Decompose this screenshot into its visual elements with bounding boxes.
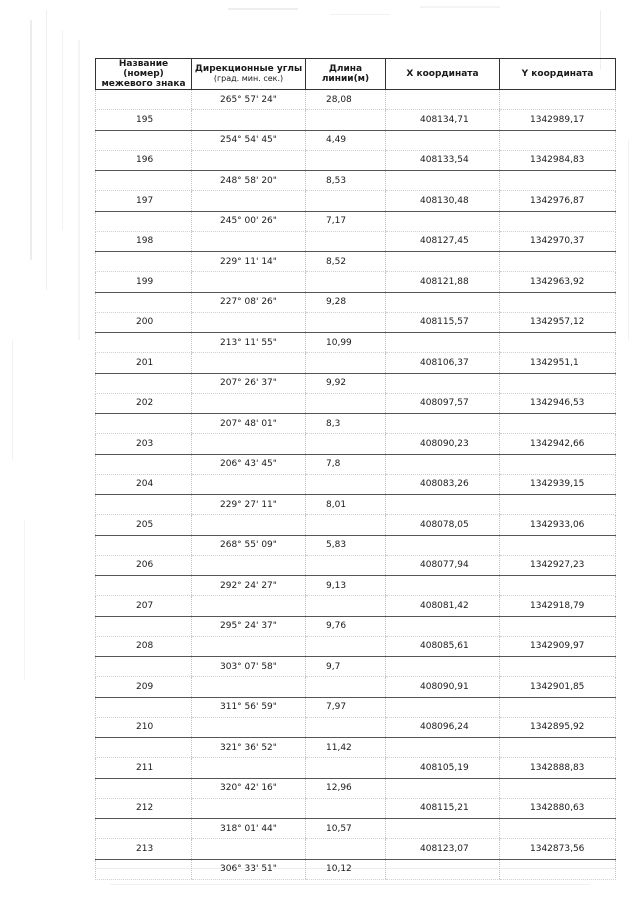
cell-directional-angle: 295° 24' 37" (192, 616, 306, 636)
cell-y-coordinate: 1342909,97 (500, 636, 616, 656)
table-row-point (96, 393, 616, 413)
cell-y-coordinate: 1342970,37 (500, 231, 616, 251)
cell-x-coordinate (386, 373, 500, 393)
cell-directional-angle: 268° 55' 09" (192, 535, 306, 555)
cell-y-coordinate: 1342984,83 (500, 150, 616, 170)
cell-y-coordinate: 1342895,92 (500, 717, 616, 737)
cell-directional-angle (192, 353, 306, 373)
cell-line-length (306, 636, 386, 656)
cell-mark-name: 196 (96, 150, 192, 170)
cell-x-coordinate: 408121,88 (386, 272, 500, 292)
cell-line-length: 11,42 (306, 738, 386, 758)
cell-x-coordinate (386, 657, 500, 677)
table-row-segment (96, 738, 616, 758)
cell-directional-angle: 306° 33' 51" (192, 859, 306, 879)
cell-y-coordinate: 1342963,92 (500, 272, 616, 292)
cell-directional-angle: 248° 58' 20" (192, 171, 306, 191)
cell-x-coordinate: 408127,45 (386, 231, 500, 251)
cell-line-length (306, 717, 386, 737)
table-row-point (96, 110, 616, 130)
cell-directional-angle: 245° 00' 26" (192, 211, 306, 231)
table-row-point (96, 636, 616, 656)
cell-line-length: 10,99 (306, 333, 386, 353)
cell-line-length: 8,53 (306, 171, 386, 191)
cell-mark-name (96, 130, 192, 150)
header-directional-angle (192, 59, 306, 90)
cell-x-coordinate: 408133,54 (386, 150, 500, 170)
cell-y-coordinate (500, 292, 616, 312)
cell-y-coordinate (500, 454, 616, 474)
table-row-segment (96, 171, 616, 191)
table-row-point (96, 231, 616, 251)
header-angle-title: Дирекционные углы (194, 64, 303, 74)
cell-y-coordinate: 1342946,53 (500, 393, 616, 413)
table-row-segment (96, 616, 616, 636)
header-x-coordinate: X координата (386, 59, 500, 90)
cell-y-coordinate (500, 859, 616, 879)
cell-y-coordinate (500, 495, 616, 515)
cell-directional-angle: 311° 56' 59" (192, 697, 306, 717)
cell-directional-angle: 265° 57' 24" (192, 90, 306, 110)
cell-y-coordinate (500, 697, 616, 717)
cell-mark-name: 195 (96, 110, 192, 130)
cell-x-coordinate (386, 576, 500, 596)
cell-mark-name: 207 (96, 596, 192, 616)
cell-line-length: 8,01 (306, 495, 386, 515)
cell-line-length: 28,08 (306, 90, 386, 110)
table-row-segment (96, 90, 616, 110)
cell-y-coordinate (500, 373, 616, 393)
table-row-point (96, 798, 616, 818)
table-row-point (96, 434, 616, 454)
table-row-point (96, 677, 616, 697)
cell-y-coordinate (500, 252, 616, 272)
cell-x-coordinate (386, 90, 500, 110)
cell-y-coordinate: 1342939,15 (500, 474, 616, 494)
cell-directional-angle: 229° 27' 11" (192, 495, 306, 515)
cell-y-coordinate (500, 819, 616, 839)
table-row-point (96, 272, 616, 292)
cell-y-coordinate: 1342901,85 (500, 677, 616, 697)
cell-y-coordinate (500, 333, 616, 353)
cell-directional-angle (192, 798, 306, 818)
cell-x-coordinate: 408090,23 (386, 434, 500, 454)
cell-directional-angle (192, 272, 306, 292)
cell-x-coordinate: 408083,26 (386, 474, 500, 494)
cell-directional-angle (192, 150, 306, 170)
cell-x-coordinate (386, 778, 500, 798)
header-mark-name: Название (номер) межевого знака (96, 59, 192, 90)
cell-mark-name: 206 (96, 555, 192, 575)
cell-y-coordinate (500, 171, 616, 191)
cell-directional-angle: 227° 08' 26" (192, 292, 306, 312)
cell-x-coordinate (386, 819, 500, 839)
cell-y-coordinate: 1342888,83 (500, 758, 616, 778)
cell-line-length (306, 393, 386, 413)
cell-line-length: 9,13 (306, 576, 386, 596)
cell-line-length: 8,3 (306, 414, 386, 434)
table-row-segment (96, 495, 616, 515)
cell-mark-name: 213 (96, 839, 192, 859)
cell-x-coordinate (386, 171, 500, 191)
cell-mark-name (96, 211, 192, 231)
table-row-segment (96, 576, 616, 596)
table-header-row (96, 59, 616, 90)
cell-line-length (306, 434, 386, 454)
cell-x-coordinate: 408123,07 (386, 839, 500, 859)
table-row-point (96, 717, 616, 737)
cell-x-coordinate: 408134,71 (386, 110, 500, 130)
cell-directional-angle: 320° 42' 16" (192, 778, 306, 798)
cell-directional-angle (192, 596, 306, 616)
cell-y-coordinate (500, 211, 616, 231)
cell-line-length: 5,83 (306, 535, 386, 555)
cell-x-coordinate: 408115,21 (386, 798, 500, 818)
cell-x-coordinate (386, 130, 500, 150)
cell-x-coordinate (386, 211, 500, 231)
cell-directional-angle (192, 515, 306, 535)
table-body (96, 90, 616, 880)
cell-x-coordinate (386, 859, 500, 879)
cell-line-length (306, 515, 386, 535)
header-angle-units: (град. мин. сек.) (213, 74, 284, 83)
cell-mark-name: 210 (96, 717, 192, 737)
cell-x-coordinate (386, 414, 500, 434)
cell-x-coordinate (386, 616, 500, 636)
table-row-point (96, 312, 616, 332)
cell-x-coordinate: 408105,19 (386, 758, 500, 778)
cell-directional-angle (192, 717, 306, 737)
cell-mark-name: 208 (96, 636, 192, 656)
cell-directional-angle (192, 839, 306, 859)
cell-line-length: 8,52 (306, 252, 386, 272)
cell-line-length: 4,49 (306, 130, 386, 150)
cell-x-coordinate (386, 697, 500, 717)
table-row-point (96, 839, 616, 859)
cell-directional-angle: 318° 01' 44" (192, 819, 306, 839)
cell-directional-angle (192, 434, 306, 454)
cell-directional-angle (192, 393, 306, 413)
cell-y-coordinate (500, 576, 616, 596)
cell-directional-angle (192, 312, 306, 332)
cell-directional-angle: 303° 07' 58" (192, 657, 306, 677)
cell-x-coordinate (386, 738, 500, 758)
cell-y-coordinate (500, 738, 616, 758)
cell-x-coordinate: 408106,37 (386, 353, 500, 373)
cell-y-coordinate: 1342951,1 (500, 353, 616, 373)
cell-y-coordinate: 1342942,66 (500, 434, 616, 454)
cell-y-coordinate: 1342976,87 (500, 191, 616, 211)
cell-x-coordinate: 408085,61 (386, 636, 500, 656)
cell-mark-name: 197 (96, 191, 192, 211)
cell-line-length: 7,17 (306, 211, 386, 231)
cell-mark-name (96, 819, 192, 839)
cell-y-coordinate (500, 90, 616, 110)
cell-mark-name (96, 697, 192, 717)
cell-mark-name (96, 292, 192, 312)
cell-x-coordinate: 408078,05 (386, 515, 500, 535)
cell-mark-name (96, 373, 192, 393)
cell-line-length: 7,97 (306, 697, 386, 717)
cell-mark-name: 200 (96, 312, 192, 332)
table-row-point (96, 353, 616, 373)
table-row-segment (96, 130, 616, 150)
cell-mark-name (96, 616, 192, 636)
boundary-coordinates-table (95, 58, 616, 880)
cell-y-coordinate (500, 778, 616, 798)
cell-mark-name: 202 (96, 393, 192, 413)
cell-mark-name: 205 (96, 515, 192, 535)
cell-x-coordinate (386, 454, 500, 474)
table-row-point (96, 758, 616, 778)
table-row-point (96, 150, 616, 170)
cell-mark-name (96, 576, 192, 596)
cell-mark-name (96, 414, 192, 434)
cell-y-coordinate: 1342927,23 (500, 555, 616, 575)
cell-line-length (306, 596, 386, 616)
table-row-segment (96, 292, 616, 312)
table-row-point (96, 555, 616, 575)
cell-mark-name (96, 171, 192, 191)
cell-line-length: 7,8 (306, 454, 386, 474)
cell-x-coordinate (386, 535, 500, 555)
table-row-segment (96, 211, 616, 231)
header-y-coordinate: Y координата (500, 59, 616, 90)
table-row-segment (96, 859, 616, 879)
table-row-point (96, 474, 616, 494)
table-row-point (96, 515, 616, 535)
cell-x-coordinate: 408130,48 (386, 191, 500, 211)
cell-mark-name: 199 (96, 272, 192, 292)
cell-line-length: 9,7 (306, 657, 386, 677)
table-row-segment (96, 697, 616, 717)
cell-directional-angle: 207° 48' 01" (192, 414, 306, 434)
cell-directional-angle (192, 677, 306, 697)
cell-directional-angle: 292° 24' 27" (192, 576, 306, 596)
cell-mark-name (96, 454, 192, 474)
cell-directional-angle (192, 636, 306, 656)
table-row-segment (96, 819, 616, 839)
cell-line-length (306, 798, 386, 818)
cell-line-length: 12,96 (306, 778, 386, 798)
cell-x-coordinate: 408115,57 (386, 312, 500, 332)
cell-mark-name (96, 252, 192, 272)
table-row-segment (96, 657, 616, 677)
cell-y-coordinate: 1342918,79 (500, 596, 616, 616)
cell-line-length (306, 312, 386, 332)
table-row-segment (96, 373, 616, 393)
table-row-segment (96, 333, 616, 353)
header-line-length: Длина линии(м) (306, 59, 386, 90)
cell-mark-name (96, 535, 192, 555)
cell-y-coordinate (500, 535, 616, 555)
cell-x-coordinate (386, 292, 500, 312)
cell-mark-name (96, 778, 192, 798)
cell-line-length (306, 272, 386, 292)
cell-y-coordinate: 1342989,17 (500, 110, 616, 130)
cell-directional-angle (192, 191, 306, 211)
cell-line-length: 10,12 (306, 859, 386, 879)
cell-y-coordinate: 1342880,63 (500, 798, 616, 818)
cell-y-coordinate: 1342873,56 (500, 839, 616, 859)
cell-line-length (306, 839, 386, 859)
cell-line-length: 9,76 (306, 616, 386, 636)
cell-x-coordinate: 408077,94 (386, 555, 500, 575)
cell-directional-angle (192, 555, 306, 575)
cell-mark-name (96, 657, 192, 677)
cell-directional-angle (192, 231, 306, 251)
cell-x-coordinate: 408090,91 (386, 677, 500, 697)
cell-directional-angle (192, 758, 306, 778)
cell-line-length (306, 758, 386, 778)
cell-mark-name: 204 (96, 474, 192, 494)
cell-line-length (306, 231, 386, 251)
cell-mark-name (96, 90, 192, 110)
cell-directional-angle: 229° 11' 14" (192, 252, 306, 272)
cell-mark-name (96, 859, 192, 879)
cell-line-length (306, 353, 386, 373)
table-row-point (96, 191, 616, 211)
cell-line-length (306, 191, 386, 211)
cell-line-length (306, 677, 386, 697)
table-row-point (96, 596, 616, 616)
cell-directional-angle (192, 110, 306, 130)
cell-line-length: 9,92 (306, 373, 386, 393)
cell-x-coordinate (386, 495, 500, 515)
cell-mark-name: 198 (96, 231, 192, 251)
cell-y-coordinate (500, 616, 616, 636)
cell-line-length: 10,57 (306, 819, 386, 839)
table-row-segment (96, 252, 616, 272)
cell-y-coordinate: 1342933,06 (500, 515, 616, 535)
cell-directional-angle: 213° 11' 55" (192, 333, 306, 353)
cell-line-length (306, 110, 386, 130)
cell-mark-name: 212 (96, 798, 192, 818)
cell-y-coordinate (500, 657, 616, 677)
cell-y-coordinate (500, 130, 616, 150)
cell-line-length: 9,28 (306, 292, 386, 312)
cell-mark-name: 209 (96, 677, 192, 697)
cell-line-length (306, 555, 386, 575)
cell-directional-angle: 321° 36' 52" (192, 738, 306, 758)
cell-x-coordinate: 408081,42 (386, 596, 500, 616)
cell-y-coordinate: 1342957,12 (500, 312, 616, 332)
cell-mark-name (96, 738, 192, 758)
cell-directional-angle: 206° 43' 45" (192, 454, 306, 474)
table-row-segment (96, 414, 616, 434)
cell-line-length (306, 150, 386, 170)
cell-line-length (306, 474, 386, 494)
cell-directional-angle (192, 474, 306, 494)
table-row-segment (96, 778, 616, 798)
cell-mark-name: 201 (96, 353, 192, 373)
table-row-segment (96, 454, 616, 474)
cell-x-coordinate: 408097,57 (386, 393, 500, 413)
cell-mark-name (96, 333, 192, 353)
cell-mark-name: 203 (96, 434, 192, 454)
cell-mark-name: 211 (96, 758, 192, 778)
table-row-segment (96, 535, 616, 555)
cell-x-coordinate (386, 333, 500, 353)
cell-x-coordinate (386, 252, 500, 272)
cell-y-coordinate (500, 414, 616, 434)
cell-directional-angle: 254° 54' 45" (192, 130, 306, 150)
cell-x-coordinate: 408096,24 (386, 717, 500, 737)
cell-mark-name (96, 495, 192, 515)
cell-directional-angle: 207° 26' 37" (192, 373, 306, 393)
